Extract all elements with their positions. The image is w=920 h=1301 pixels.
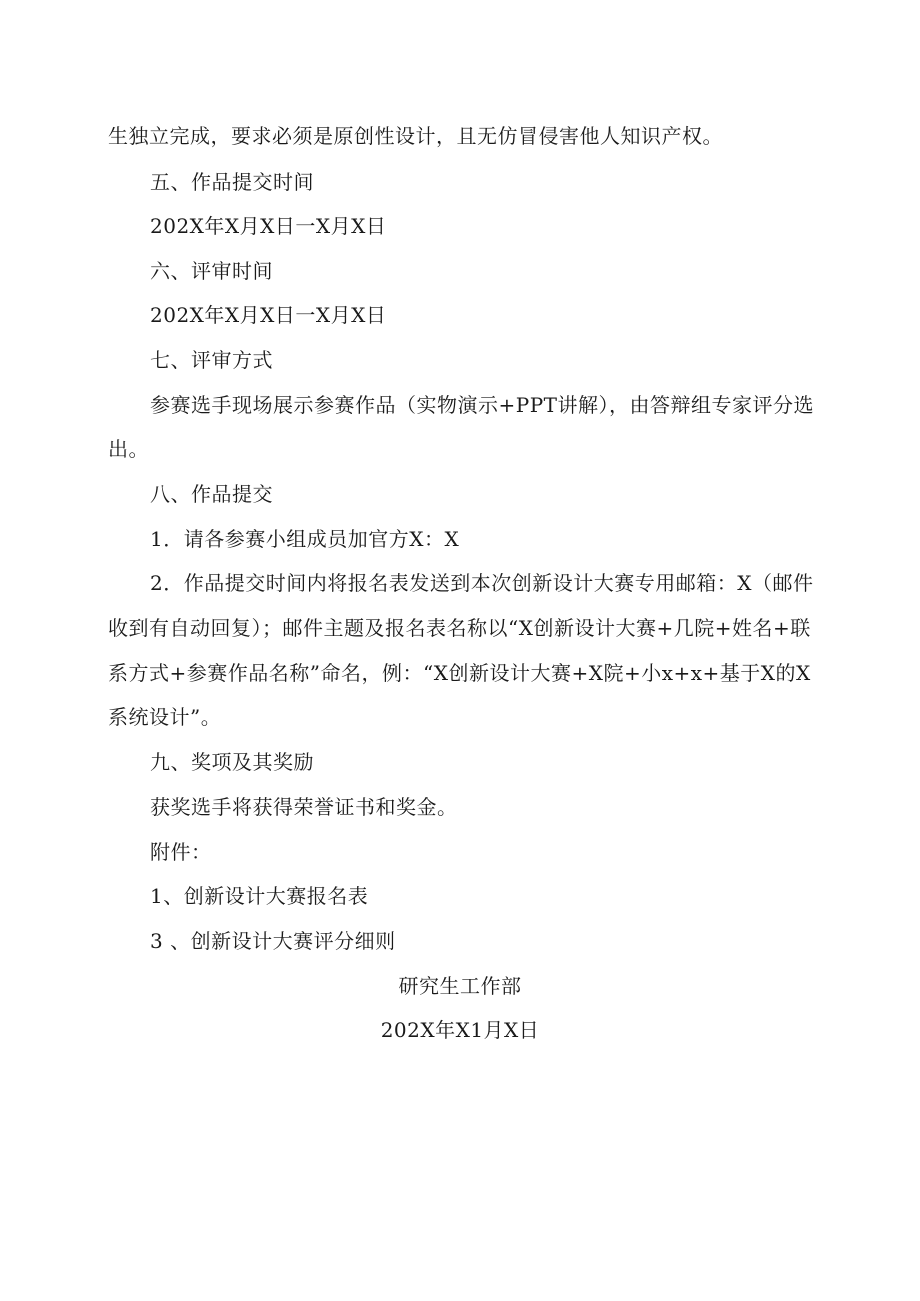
section-heading-review-time: 六、评审时间	[150, 259, 273, 283]
section-heading-review-method: 七、评审方式	[150, 348, 273, 372]
submission-date-range: 202X年X月X日一X月X日	[150, 214, 387, 238]
attachment-item-3: 3 、创新设计大赛评分细则	[150, 929, 396, 953]
section-heading-awards: 九、奖项及其奖励	[150, 750, 314, 774]
review-date-range: 202X年X月X日一X月X日	[150, 303, 387, 327]
awards-paragraph: 获奖选手将获得荣誉证书和奖金。	[150, 795, 458, 819]
signature-date: 202X年X1月X日	[380, 1018, 540, 1042]
submission-item-2: 2．作品提交时间内将报名表发送到本次创新设计大赛专用邮箱：X（邮件	[150, 571, 814, 595]
signature-department: 研究生工作部	[398, 974, 522, 998]
submission-item-2-cont-3: 系统设计”。	[108, 705, 222, 729]
submission-item-2-cont-1: 收到有自动回复）；邮件主题及报名表名称以“X创新设计大赛+几院+姓名+联	[108, 616, 811, 640]
submission-item-2-cont-2: 系方式+参赛作品名称”命名，例：“X创新设计大赛+X院+小x+x+基于X的X	[108, 661, 811, 685]
body-paragraph-continuation: 生独立完成，要求必须是原创性设计，且无仿冒侵害他人知识产权。	[108, 124, 723, 148]
attachment-item-1: 1、创新设计大赛报名表	[150, 884, 369, 908]
section-heading-submission-time: 五、作品提交时间	[150, 170, 314, 194]
review-method-paragraph: 参赛选手现场展示参赛作品（实物演示+PPT讲解），由答辩组专家评分选	[150, 393, 815, 417]
section-heading-submission: 八、作品提交	[150, 482, 273, 506]
submission-item-1: 1．请各参赛小组成员加官方X：X	[150, 527, 460, 551]
attachments-heading: 附件：	[150, 840, 212, 864]
review-method-paragraph-end: 出。	[108, 437, 149, 461]
